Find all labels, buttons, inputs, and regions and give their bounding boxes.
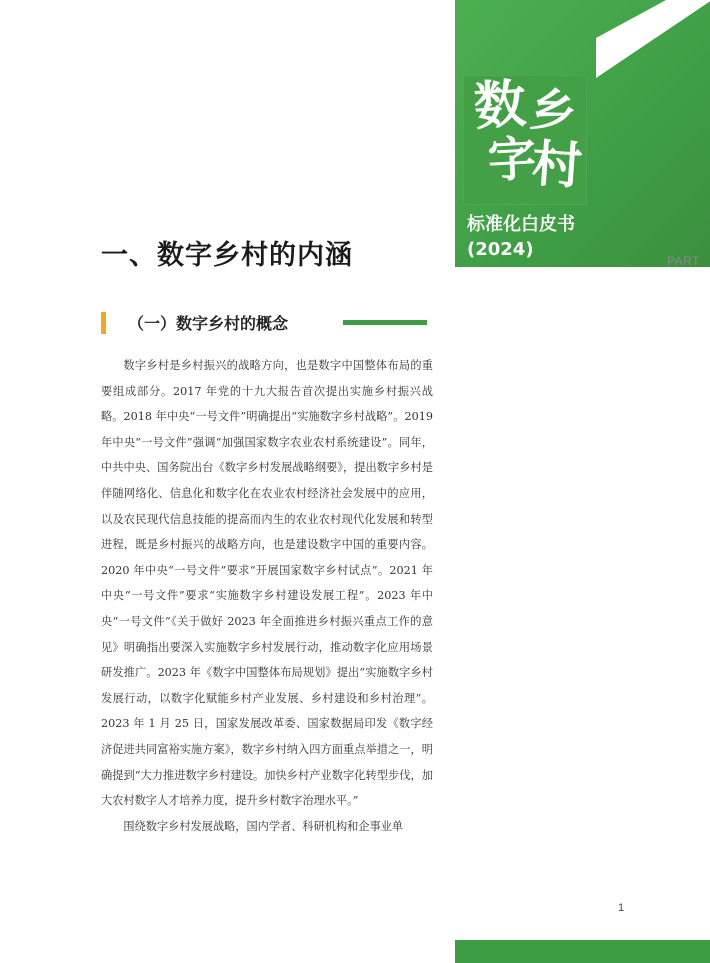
logo-char: 村 xyxy=(530,133,585,196)
whitepaper-title xyxy=(467,212,575,262)
paragraph: 围绕数字乡村发展战略，国内学者、科研机构和企事业单 xyxy=(123,819,404,833)
body-text xyxy=(101,353,433,839)
logo-char: 乡 xyxy=(527,81,579,141)
footer-green-bar xyxy=(455,940,710,963)
whitepaper-title-line1: 标准化白皮书 xyxy=(467,214,575,235)
whitepaper-title-year: (2024) xyxy=(467,239,534,260)
chapter-title: 一、数字乡村的内涵 xyxy=(101,240,353,271)
logo-char: 字 xyxy=(486,130,538,190)
page-number: 1 xyxy=(618,902,625,914)
paragraph: 数字乡村是乡村振兴的战略方向，也是数字中国整体布局的重要组成部分。2017 年党的十九大报告首次提出实施乡村振兴战略。2018 年中央“一号文件”明确提出“实施数字乡村战略”。2019 年中央“一号文件”强调“加强国家数字农业农村系统建设”。同年，中共中央、国务院出台《数字乡村发展战略纲要》，提出数字乡村是伴随网络化、信息化和数字化在农业农村经济社会发展中的应用，以及农民现代信息技能的提高而内生的农业农村现代化发展和转型进程，既是乡村振兴的战略方向，也是建设数字中国的重要内容。2020 年中央“一号文件”要求“开展国家数字乡村试点”。2021 年中央“一号文件”要求“实施数字乡村建设发展工程”。2023 年中央“一号文件”《关于做好 2023 年全面推进乡村振兴重点工作的意见》明确指出要深入实施数字乡村发展行动，推动数字化应用场景研发推广。2023 年《数字中国整体布局规划》提出“实施数字乡村发展行动，以数字化赋能乡村产业发展、乡村建设和乡村治理”。2023 年 1 月 25 日，国家发展改革委、国家数据局印发《数字经济促进共同富裕实施方案》，数字乡村纳入四方面重点举措之一，明确提到“大力推进数字乡村建设。加快乡村产业数字化转型步伐，加大农村数字人才培养力度，提升乡村数字治理水平。” xyxy=(101,359,433,808)
section-accent-bar xyxy=(101,312,106,334)
section-title: （一）数字乡村的概念 xyxy=(128,314,289,333)
section-divider-line xyxy=(343,320,427,325)
part-label: PART xyxy=(667,254,700,268)
logo-char: 数 xyxy=(471,73,529,138)
digital-village-logo xyxy=(463,75,587,205)
